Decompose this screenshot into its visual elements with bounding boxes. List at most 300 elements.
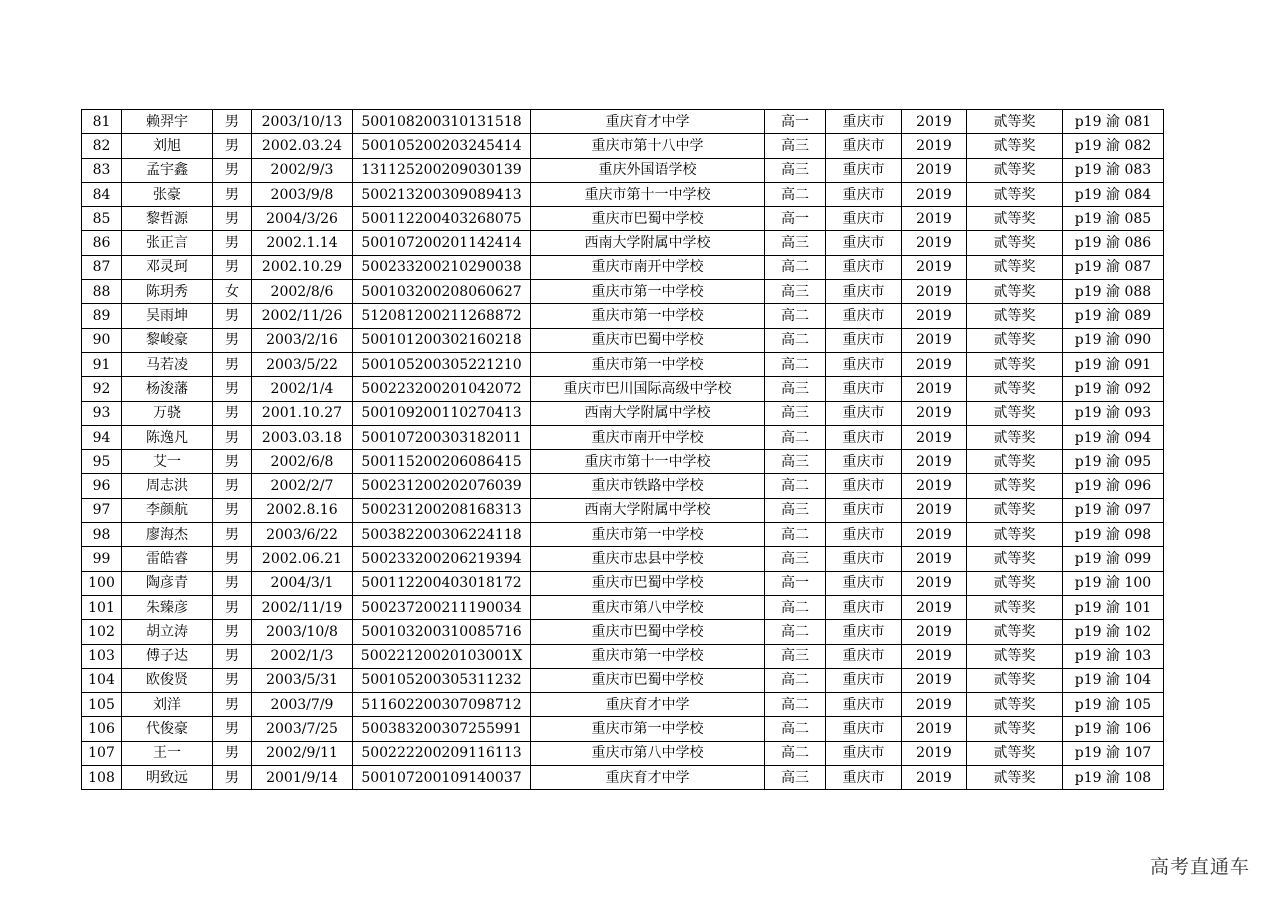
award-cell: 贰等奖 xyxy=(967,717,1063,741)
birthdate-cell: 2002.10.29 xyxy=(252,255,353,279)
id-number-cell: 131125200209030139 xyxy=(353,158,531,182)
table-row xyxy=(82,766,1164,790)
birthdate-cell: 2003/9/8 xyxy=(252,182,353,206)
city-cell: 重庆市 xyxy=(826,668,902,692)
name-cell: 陈玥秀 xyxy=(122,280,213,304)
certificate-number-cell: p19 渝 103 xyxy=(1063,644,1164,668)
id-number-cell: 500231200208168313 xyxy=(353,498,531,522)
school-cell: 重庆市巴蜀中学校 xyxy=(531,571,765,595)
rank-cell: 91 xyxy=(82,352,122,376)
grade-cell: 高一 xyxy=(765,110,826,134)
name-cell: 万骁 xyxy=(122,401,213,425)
id-number-cell: 500112200403268075 xyxy=(353,207,531,231)
grade-cell: 高三 xyxy=(765,280,826,304)
certificate-number-cell: p19 渝 094 xyxy=(1063,425,1164,449)
id-number-cell: 500107200109140037 xyxy=(353,766,531,790)
award-cell: 贰等奖 xyxy=(967,766,1063,790)
gender-cell: 男 xyxy=(213,668,252,692)
table-row xyxy=(82,328,1164,352)
birthdate-cell: 2002.03.24 xyxy=(252,134,353,158)
school-cell: 重庆外国语学校 xyxy=(531,158,765,182)
id-number-cell: 500231200202076039 xyxy=(353,474,531,498)
school-cell: 重庆市第一中学校 xyxy=(531,280,765,304)
award-cell: 贰等奖 xyxy=(967,425,1063,449)
year-cell: 2019 xyxy=(902,158,967,182)
gender-cell: 男 xyxy=(213,766,252,790)
award-cell: 贰等奖 xyxy=(967,498,1063,522)
award-cell: 贰等奖 xyxy=(967,377,1063,401)
id-number-cell: 500237200211190034 xyxy=(353,595,531,619)
city-cell: 重庆市 xyxy=(826,425,902,449)
award-cell: 贰等奖 xyxy=(967,693,1063,717)
award-cell: 贰等奖 xyxy=(967,620,1063,644)
certificate-number-cell: p19 渝 086 xyxy=(1063,231,1164,255)
award-cell: 贰等奖 xyxy=(967,547,1063,571)
birthdate-cell: 2002/1/3 xyxy=(252,644,353,668)
grade-cell: 高二 xyxy=(765,255,826,279)
name-cell: 杨浚藩 xyxy=(122,377,213,401)
id-number-cell: 500108200310131518 xyxy=(353,110,531,134)
rank-cell: 83 xyxy=(82,158,122,182)
city-cell: 重庆市 xyxy=(826,693,902,717)
rank-cell: 104 xyxy=(82,668,122,692)
city-cell: 重庆市 xyxy=(826,741,902,765)
watermark-text: 高考直通车 xyxy=(1149,856,1250,878)
gender-cell: 男 xyxy=(213,328,252,352)
city-cell: 重庆市 xyxy=(826,352,902,376)
grade-cell: 高二 xyxy=(765,425,826,449)
id-number-cell: 500107200201142414 xyxy=(353,231,531,255)
school-cell: 重庆市南开中学校 xyxy=(531,425,765,449)
rank-cell: 82 xyxy=(82,134,122,158)
city-cell: 重庆市 xyxy=(826,231,902,255)
birthdate-cell: 2002.8.16 xyxy=(252,498,353,522)
year-cell: 2019 xyxy=(902,352,967,376)
name-cell: 胡立涛 xyxy=(122,620,213,644)
birthdate-cell: 2003/5/22 xyxy=(252,352,353,376)
year-cell: 2019 xyxy=(902,207,967,231)
year-cell: 2019 xyxy=(902,620,967,644)
school-cell: 重庆市第十一中学校 xyxy=(531,182,765,206)
table-row xyxy=(82,498,1164,522)
year-cell: 2019 xyxy=(902,498,967,522)
certificate-number-cell: p19 渝 089 xyxy=(1063,304,1164,328)
birthdate-cell: 2003/7/9 xyxy=(252,693,353,717)
city-cell: 重庆市 xyxy=(826,377,902,401)
id-number-cell: 500105200203245414 xyxy=(353,134,531,158)
gender-cell: 男 xyxy=(213,377,252,401)
year-cell: 2019 xyxy=(902,766,967,790)
award-cell: 贰等奖 xyxy=(967,595,1063,619)
table-row xyxy=(82,304,1164,328)
year-cell: 2019 xyxy=(902,328,967,352)
table-row xyxy=(82,110,1164,134)
table-row xyxy=(82,182,1164,206)
rank-cell: 90 xyxy=(82,328,122,352)
rank-cell: 107 xyxy=(82,741,122,765)
grade-cell: 高二 xyxy=(765,620,826,644)
award-cell: 贰等奖 xyxy=(967,110,1063,134)
gender-cell: 男 xyxy=(213,693,252,717)
birthdate-cell: 2003/2/16 xyxy=(252,328,353,352)
rank-cell: 86 xyxy=(82,231,122,255)
id-number-cell: 500105200305221210 xyxy=(353,352,531,376)
birthdate-cell: 2003/5/31 xyxy=(252,668,353,692)
name-cell: 黎哲源 xyxy=(122,207,213,231)
table-row xyxy=(82,134,1164,158)
school-cell: 西南大学附属中学校 xyxy=(531,401,765,425)
school-cell: 重庆市巴蜀中学校 xyxy=(531,207,765,231)
birthdate-cell: 2001.10.27 xyxy=(252,401,353,425)
gender-cell: 男 xyxy=(213,182,252,206)
gender-cell: 男 xyxy=(213,571,252,595)
grade-cell: 高二 xyxy=(765,717,826,741)
table-row xyxy=(82,620,1164,644)
school-cell: 西南大学附属中学校 xyxy=(531,231,765,255)
gender-cell: 男 xyxy=(213,304,252,328)
year-cell: 2019 xyxy=(902,693,967,717)
birthdate-cell: 2002/8/6 xyxy=(252,280,353,304)
grade-cell: 高三 xyxy=(765,498,826,522)
table-row xyxy=(82,523,1164,547)
birthdate-cell: 2002/1/4 xyxy=(252,377,353,401)
certificate-number-cell: p19 渝 095 xyxy=(1063,450,1164,474)
certificate-number-cell: p19 渝 107 xyxy=(1063,741,1164,765)
name-cell: 赖羿宇 xyxy=(122,110,213,134)
rank-cell: 94 xyxy=(82,425,122,449)
table-row xyxy=(82,571,1164,595)
name-cell: 刘洋 xyxy=(122,693,213,717)
gender-cell: 男 xyxy=(213,498,252,522)
id-number-cell: 500101200302160218 xyxy=(353,328,531,352)
birthdate-cell: 2004/3/26 xyxy=(252,207,353,231)
birthdate-cell: 2002.06.21 xyxy=(252,547,353,571)
id-number-cell: 500383200307255991 xyxy=(353,717,531,741)
grade-cell: 高三 xyxy=(765,547,826,571)
award-cell: 贰等奖 xyxy=(967,304,1063,328)
rank-cell: 87 xyxy=(82,255,122,279)
award-cell: 贰等奖 xyxy=(967,474,1063,498)
grade-cell: 高三 xyxy=(765,401,826,425)
table-row xyxy=(82,644,1164,668)
certificate-number-cell: p19 渝 102 xyxy=(1063,620,1164,644)
award-cell: 贰等奖 xyxy=(967,280,1063,304)
table-row xyxy=(82,425,1164,449)
certificate-number-cell: p19 渝 081 xyxy=(1063,110,1164,134)
award-cell: 贰等奖 xyxy=(967,231,1063,255)
rank-cell: 97 xyxy=(82,498,122,522)
birthdate-cell: 2002/11/19 xyxy=(252,595,353,619)
city-cell: 重庆市 xyxy=(826,304,902,328)
rank-cell: 98 xyxy=(82,523,122,547)
gender-cell: 男 xyxy=(213,547,252,571)
grade-cell: 高三 xyxy=(765,766,826,790)
year-cell: 2019 xyxy=(902,304,967,328)
gender-cell: 男 xyxy=(213,620,252,644)
gender-cell: 男 xyxy=(213,474,252,498)
id-number-cell: 500103200208060627 xyxy=(353,280,531,304)
award-cell: 贰等奖 xyxy=(967,571,1063,595)
gender-cell: 男 xyxy=(213,158,252,182)
name-cell: 王一 xyxy=(122,741,213,765)
table-row xyxy=(82,207,1164,231)
name-cell: 张正言 xyxy=(122,231,213,255)
certificate-number-cell: p19 渝 091 xyxy=(1063,352,1164,376)
city-cell: 重庆市 xyxy=(826,110,902,134)
gender-cell: 男 xyxy=(213,110,252,134)
certificate-number-cell: p19 渝 093 xyxy=(1063,401,1164,425)
city-cell: 重庆市 xyxy=(826,571,902,595)
certificate-number-cell: p19 渝 100 xyxy=(1063,571,1164,595)
certificate-number-cell: p19 渝 087 xyxy=(1063,255,1164,279)
gender-cell: 男 xyxy=(213,595,252,619)
award-cell: 贰等奖 xyxy=(967,182,1063,206)
year-cell: 2019 xyxy=(902,474,967,498)
rank-cell: 89 xyxy=(82,304,122,328)
city-cell: 重庆市 xyxy=(826,644,902,668)
name-cell: 代俊豪 xyxy=(122,717,213,741)
grade-cell: 高二 xyxy=(765,693,826,717)
name-cell: 陈逸凡 xyxy=(122,425,213,449)
id-number-cell: 50022120020103001X xyxy=(353,644,531,668)
table-row xyxy=(82,693,1164,717)
certificate-number-cell: p19 渝 097 xyxy=(1063,498,1164,522)
table-row xyxy=(82,547,1164,571)
gender-cell: 男 xyxy=(213,523,252,547)
birthdate-cell: 2001/9/14 xyxy=(252,766,353,790)
city-cell: 重庆市 xyxy=(826,134,902,158)
grade-cell: 高二 xyxy=(765,182,826,206)
award-cell: 贰等奖 xyxy=(967,450,1063,474)
award-cell: 贰等奖 xyxy=(967,207,1063,231)
certificate-number-cell: p19 渝 099 xyxy=(1063,547,1164,571)
certificate-number-cell: p19 渝 090 xyxy=(1063,328,1164,352)
name-cell: 刘旭 xyxy=(122,134,213,158)
id-number-cell: 500105200305311232 xyxy=(353,668,531,692)
year-cell: 2019 xyxy=(902,255,967,279)
birthdate-cell: 2003/7/25 xyxy=(252,717,353,741)
rank-cell: 92 xyxy=(82,377,122,401)
grade-cell: 高二 xyxy=(765,523,826,547)
award-cell: 贰等奖 xyxy=(967,401,1063,425)
name-cell: 朱臻彦 xyxy=(122,595,213,619)
gender-cell: 男 xyxy=(213,134,252,158)
birthdate-cell: 2004/3/1 xyxy=(252,571,353,595)
id-number-cell: 500233200210290038 xyxy=(353,255,531,279)
gender-cell: 男 xyxy=(213,231,252,255)
gender-cell: 男 xyxy=(213,255,252,279)
rank-cell: 108 xyxy=(82,766,122,790)
year-cell: 2019 xyxy=(902,134,967,158)
grade-cell: 高二 xyxy=(765,474,826,498)
grade-cell: 高三 xyxy=(765,377,826,401)
year-cell: 2019 xyxy=(902,571,967,595)
certificate-number-cell: p19 渝 098 xyxy=(1063,523,1164,547)
grade-cell: 高二 xyxy=(765,304,826,328)
city-cell: 重庆市 xyxy=(826,401,902,425)
rank-cell: 106 xyxy=(82,717,122,741)
gender-cell: 男 xyxy=(213,352,252,376)
rank-cell: 81 xyxy=(82,110,122,134)
table-row xyxy=(82,474,1164,498)
school-cell: 重庆市第八中学校 xyxy=(531,741,765,765)
city-cell: 重庆市 xyxy=(826,450,902,474)
name-cell: 李颜航 xyxy=(122,498,213,522)
rank-cell: 85 xyxy=(82,207,122,231)
id-number-cell: 500222200209116113 xyxy=(353,741,531,765)
rank-cell: 96 xyxy=(82,474,122,498)
year-cell: 2019 xyxy=(902,110,967,134)
rank-cell: 95 xyxy=(82,450,122,474)
school-cell: 西南大学附属中学校 xyxy=(531,498,765,522)
table-row xyxy=(82,741,1164,765)
city-cell: 重庆市 xyxy=(826,547,902,571)
year-cell: 2019 xyxy=(902,231,967,255)
name-cell: 傅子达 xyxy=(122,644,213,668)
city-cell: 重庆市 xyxy=(826,474,902,498)
award-cell: 贰等奖 xyxy=(967,158,1063,182)
year-cell: 2019 xyxy=(902,595,967,619)
award-table xyxy=(81,109,1164,790)
id-number-cell: 500213200309089413 xyxy=(353,182,531,206)
gender-cell: 男 xyxy=(213,450,252,474)
table-row xyxy=(82,255,1164,279)
award-cell: 贰等奖 xyxy=(967,523,1063,547)
grade-cell: 高一 xyxy=(765,207,826,231)
table-row xyxy=(82,280,1164,304)
grade-cell: 高二 xyxy=(765,352,826,376)
year-cell: 2019 xyxy=(902,741,967,765)
rank-cell: 102 xyxy=(82,620,122,644)
id-number-cell: 500103200310085716 xyxy=(353,620,531,644)
name-cell: 廖海杰 xyxy=(122,523,213,547)
table-row xyxy=(82,231,1164,255)
year-cell: 2019 xyxy=(902,668,967,692)
grade-cell: 高三 xyxy=(765,644,826,668)
rank-cell: 103 xyxy=(82,644,122,668)
id-number-cell: 500223200201042072 xyxy=(353,377,531,401)
birthdate-cell: 2002/2/7 xyxy=(252,474,353,498)
birthdate-cell: 2002/9/3 xyxy=(252,158,353,182)
name-cell: 明致远 xyxy=(122,766,213,790)
birthdate-cell: 2002/6/8 xyxy=(252,450,353,474)
grade-cell: 高三 xyxy=(765,231,826,255)
gender-cell: 男 xyxy=(213,401,252,425)
name-cell: 艾一 xyxy=(122,450,213,474)
birthdate-cell: 2003/6/22 xyxy=(252,523,353,547)
birthdate-cell: 2003/10/8 xyxy=(252,620,353,644)
table-row xyxy=(82,377,1164,401)
table-body xyxy=(82,110,1164,790)
rank-cell: 99 xyxy=(82,547,122,571)
id-number-cell: 512081200211268872 xyxy=(353,304,531,328)
birthdate-cell: 2002/9/11 xyxy=(252,741,353,765)
school-cell: 重庆育才中学 xyxy=(531,766,765,790)
name-cell: 吴雨坤 xyxy=(122,304,213,328)
rank-cell: 93 xyxy=(82,401,122,425)
table-row xyxy=(82,595,1164,619)
table-row xyxy=(82,401,1164,425)
city-cell: 重庆市 xyxy=(826,328,902,352)
school-cell: 重庆市忠县中学校 xyxy=(531,547,765,571)
name-cell: 张豪 xyxy=(122,182,213,206)
gender-cell: 男 xyxy=(213,207,252,231)
table-row xyxy=(82,352,1164,376)
award-cell: 贰等奖 xyxy=(967,352,1063,376)
city-cell: 重庆市 xyxy=(826,766,902,790)
birthdate-cell: 2003.03.18 xyxy=(252,425,353,449)
city-cell: 重庆市 xyxy=(826,717,902,741)
award-cell: 贰等奖 xyxy=(967,134,1063,158)
city-cell: 重庆市 xyxy=(826,158,902,182)
school-cell: 重庆市第一中学校 xyxy=(531,352,765,376)
year-cell: 2019 xyxy=(902,377,967,401)
rank-cell: 88 xyxy=(82,280,122,304)
grade-cell: 高二 xyxy=(765,595,826,619)
certificate-number-cell: p19 渝 082 xyxy=(1063,134,1164,158)
school-cell: 重庆市南开中学校 xyxy=(531,255,765,279)
award-cell: 贰等奖 xyxy=(967,741,1063,765)
year-cell: 2019 xyxy=(902,644,967,668)
grade-cell: 高三 xyxy=(765,134,826,158)
certificate-number-cell: p19 渝 088 xyxy=(1063,280,1164,304)
school-cell: 重庆市铁路中学校 xyxy=(531,474,765,498)
school-cell: 重庆市巴蜀中学校 xyxy=(531,668,765,692)
grade-cell: 高一 xyxy=(765,571,826,595)
school-cell: 重庆市第一中学校 xyxy=(531,523,765,547)
gender-cell: 男 xyxy=(213,717,252,741)
gender-cell: 男 xyxy=(213,425,252,449)
city-cell: 重庆市 xyxy=(826,498,902,522)
year-cell: 2019 xyxy=(902,280,967,304)
year-cell: 2019 xyxy=(902,450,967,474)
school-cell: 重庆市第一中学校 xyxy=(531,304,765,328)
name-cell: 周志洪 xyxy=(122,474,213,498)
school-cell: 重庆市第一中学校 xyxy=(531,717,765,741)
gender-cell: 男 xyxy=(213,741,252,765)
name-cell: 黎峻豪 xyxy=(122,328,213,352)
certificate-number-cell: p19 渝 106 xyxy=(1063,717,1164,741)
id-number-cell: 500109200110270413 xyxy=(353,401,531,425)
certificate-number-cell: p19 渝 108 xyxy=(1063,766,1164,790)
school-cell: 重庆市巴蜀中学校 xyxy=(531,328,765,352)
id-number-cell: 500233200206219394 xyxy=(353,547,531,571)
award-cell: 贰等奖 xyxy=(967,668,1063,692)
name-cell: 邓灵珂 xyxy=(122,255,213,279)
table-row xyxy=(82,450,1164,474)
year-cell: 2019 xyxy=(902,425,967,449)
certificate-number-cell: p19 渝 085 xyxy=(1063,207,1164,231)
id-number-cell: 511602200307098712 xyxy=(353,693,531,717)
year-cell: 2019 xyxy=(902,401,967,425)
award-cell: 贰等奖 xyxy=(967,644,1063,668)
rank-cell: 100 xyxy=(82,571,122,595)
grade-cell: 高二 xyxy=(765,741,826,765)
school-cell: 重庆市第十一中学校 xyxy=(531,450,765,474)
certificate-number-cell: p19 渝 101 xyxy=(1063,595,1164,619)
city-cell: 重庆市 xyxy=(826,595,902,619)
grade-cell: 高二 xyxy=(765,668,826,692)
year-cell: 2019 xyxy=(902,547,967,571)
certificate-number-cell: p19 渝 096 xyxy=(1063,474,1164,498)
name-cell: 孟宇鑫 xyxy=(122,158,213,182)
city-cell: 重庆市 xyxy=(826,207,902,231)
name-cell: 雷皓睿 xyxy=(122,547,213,571)
year-cell: 2019 xyxy=(902,717,967,741)
birthdate-cell: 2002.1.14 xyxy=(252,231,353,255)
school-cell: 重庆市第十八中学 xyxy=(531,134,765,158)
table-row xyxy=(82,158,1164,182)
